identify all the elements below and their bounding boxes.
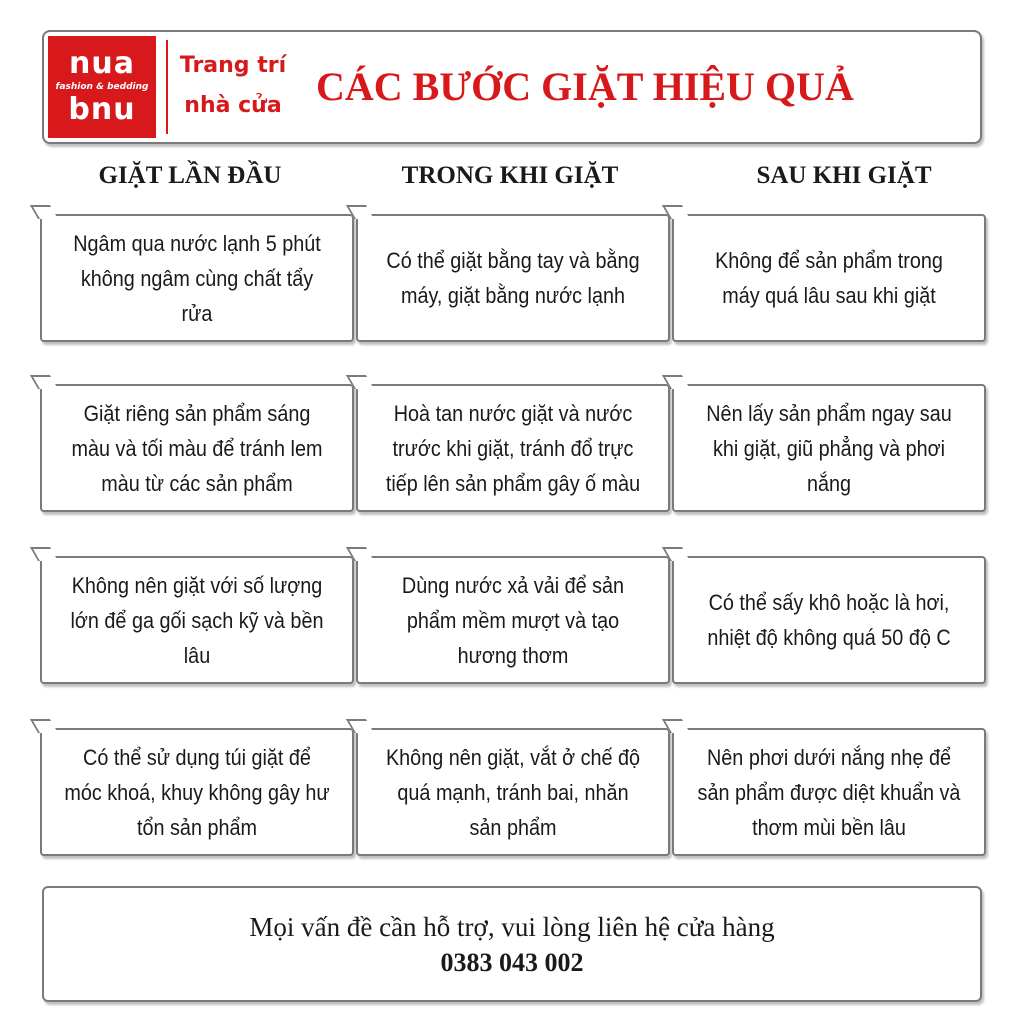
- brand-subtitle: [174, 46, 292, 126]
- tip-card: [40, 214, 354, 342]
- support-text: Mọi vấn đề cần hỗ trợ, vui lòng liên hệ cửa hàng: [249, 912, 775, 942]
- brand-line-2: nhà cửa: [184, 93, 282, 118]
- brand-line-1: Trang trí: [179, 53, 287, 78]
- tip-card: [356, 728, 670, 856]
- tip-text: Có thể sử dụng túi giặt để móc khoá, khuy không gây hư tổn sản phẩm: [64, 744, 330, 840]
- logo-tagline: fashion & bedding: [55, 82, 149, 92]
- logo-word-top: nua: [69, 46, 135, 81]
- tip-card: [40, 728, 354, 856]
- phone-number: 0383 043 002: [440, 948, 584, 977]
- tip-text: Nên lấy sản phẩm ngay sau khi giặt, giũ phẳng và phơi nắng: [706, 400, 952, 496]
- brand-logo: [48, 36, 156, 138]
- tip-text: Có thể sấy khô hoặc là hơi, nhiệt độ không quá 50 độ C: [707, 590, 951, 650]
- tip-text: Không nên giặt, vắt ở chế độ quá mạnh, tránh bai, nhăn sản phẩm: [385, 744, 641, 840]
- logo-word-bottom: bnu: [68, 92, 136, 127]
- header-divider: [166, 40, 168, 134]
- page-title: CÁC BƯỚC GIẶT HIỆU QUẢ: [316, 64, 854, 109]
- tip-card: [672, 728, 986, 856]
- tip-card: [672, 556, 986, 684]
- tip-text: Không nên giặt với số lượng lớn để ga gối sạch kỹ và bền lâu: [70, 572, 324, 668]
- column-title-first-wash: GIẶT LẦN ĐẦU: [98, 162, 282, 189]
- tip-text: Nên phơi dưới nắng nhẹ để sản phẩm được diệt khuẩn và thơm mùi bền lâu: [697, 744, 961, 840]
- column-title-after-wash: SAU KHI GIẶT: [756, 162, 932, 189]
- tip-card: [40, 556, 354, 684]
- header-banner: [42, 30, 982, 144]
- tip-card: [356, 556, 670, 684]
- tip-text: Hoà tan nước giặt và nước trước khi giặt, tránh đổ trực tiếp lên sản phẩm gây ố màu: [385, 400, 641, 496]
- tip-card: [356, 384, 670, 512]
- tip-text: Giặt riêng sản phẩm sáng màu và tối màu để tránh lem màu từ các sản phẩm: [71, 400, 323, 496]
- tip-card: [40, 384, 354, 512]
- column-title-during-wash: TRONG KHI GIẶT: [401, 162, 619, 189]
- tip-text: Không để sản phẩm trong máy quá lâu sau khi giặt: [715, 248, 943, 308]
- tip-text: Dùng nước xả vải để sản phẩm mềm mượt và tạo hương thơm: [401, 572, 625, 668]
- tip-card: [672, 214, 986, 342]
- tip-text: Ngâm qua nước lạnh 5 phút không ngâm cùng chất tẩy rửa: [73, 230, 321, 326]
- tip-card: [356, 214, 670, 342]
- tip-card: [672, 384, 986, 512]
- tip-text: Có thể giặt bằng tay và bằng máy, giặt bằng nước lạnh: [386, 248, 640, 308]
- contact-footer: [42, 886, 982, 1002]
